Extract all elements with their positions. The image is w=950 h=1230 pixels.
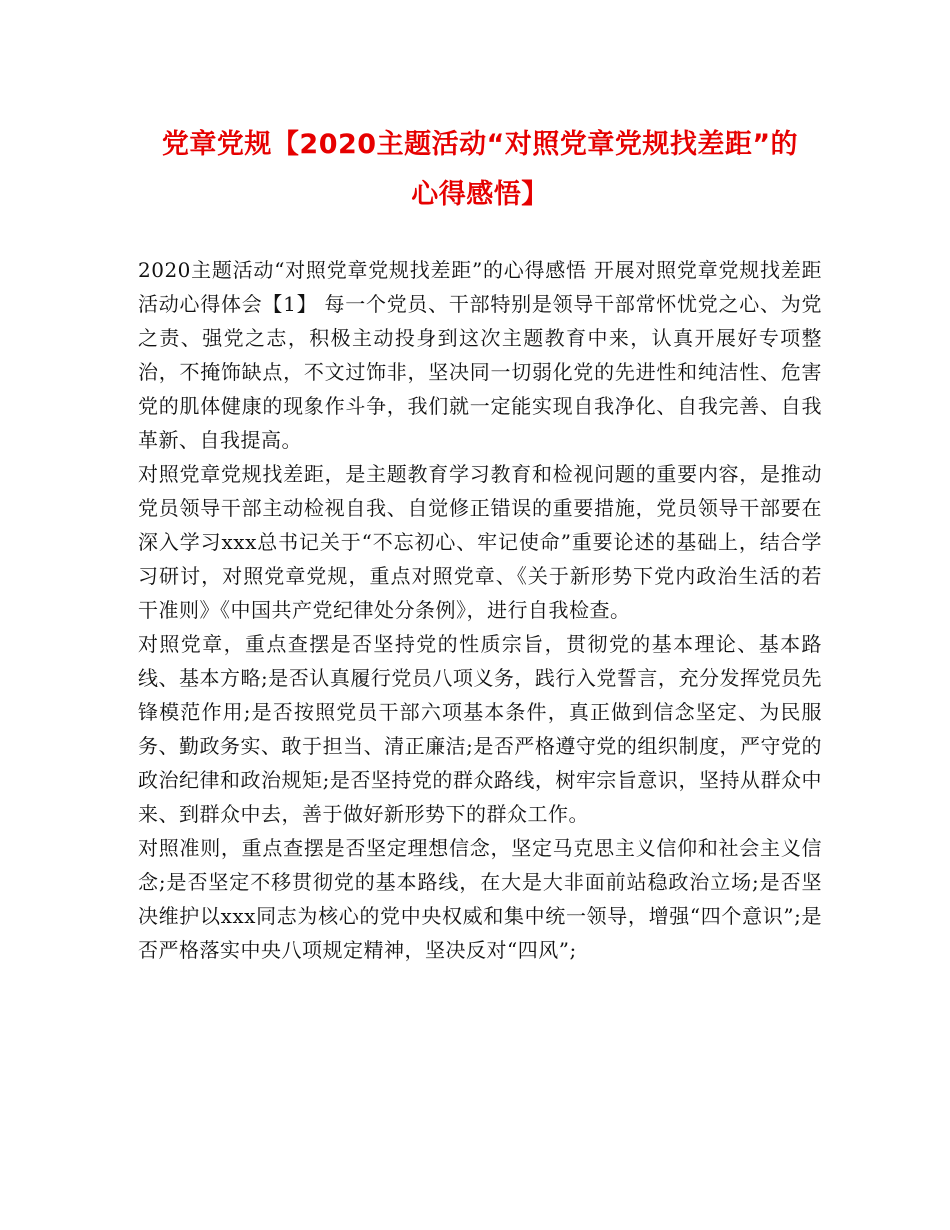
paragraph-2: 对照党章党规找差距，是主题教育学习教育和检视问题的重要内容，是推动党员领导干部主动检视自我、自觉修正错误的重要措施，党员领导干部要在深入学习xxx总书记关于“不忘初心、牢记使命”重要论述的基础上，结合学习研讨，对照党章党规，重点对照党章、《关于新形势下党内政治生活的若干准则》《中国共产党纪律处分条例》，进行自我检查。 — [138, 462, 822, 622]
document-title-line-2: 心得感悟】 — [411, 179, 549, 210]
paragraph-4: 对照准则，重点查摆是否坚定理想信念，坚定马克思主义信仰和社会主义信念;是否坚定不移贯彻党的基本路线，在大是大非面前站稳政治立场;是否坚决维护以xxx同志为核心的党中央权威和集中统一领导，增强“四个意识”;是否严格落实中央八项规定精神，坚决反对“四风”; — [138, 836, 822, 962]
document-title-line-1: 党章党规【2020主题活动“对照党章党规找差距”的 — [161, 129, 799, 160]
paragraph-3: 对照党章，重点查摆是否坚持党的性质宗旨，贯彻党的基本理论、基本路线、基本方略;是否认真履行党员八项义务，践行入党誓言，充分发挥党员先锋模范作用;是否按照党员干部六项基本条件，真正做到信念坚定、为民服务、勤政务实、敢于担当、清正廉洁;是否严格遵守党的组织制度，严守党的政治纪律和政治规矩;是否坚持党的群众路线，树牢宗旨意识，坚持从群众中来、到群众中去，善于做好新形势下的群众工作。 — [138, 632, 822, 826]
document-title — [138, 120, 822, 220]
document-body — [138, 253, 822, 967]
paragraph-1: 2020主题活动“对照党章党规找差距”的心得感悟 开展对照党章党规找差距活动心得体会【1】 每一个党员、干部特别是领导干部常怀忧党之心、为党之责、强党之志，积极主动投身到这次主题教育中来，认真开展好专项整治，不掩饰缺点，不文过饰非，坚决同一切弱化党的先进性和纯洁性、危害党的肌体健康的现象作斗争，我们就一定能实现自我净化、自我完善、自我革新、自我提高。 — [138, 258, 822, 452]
